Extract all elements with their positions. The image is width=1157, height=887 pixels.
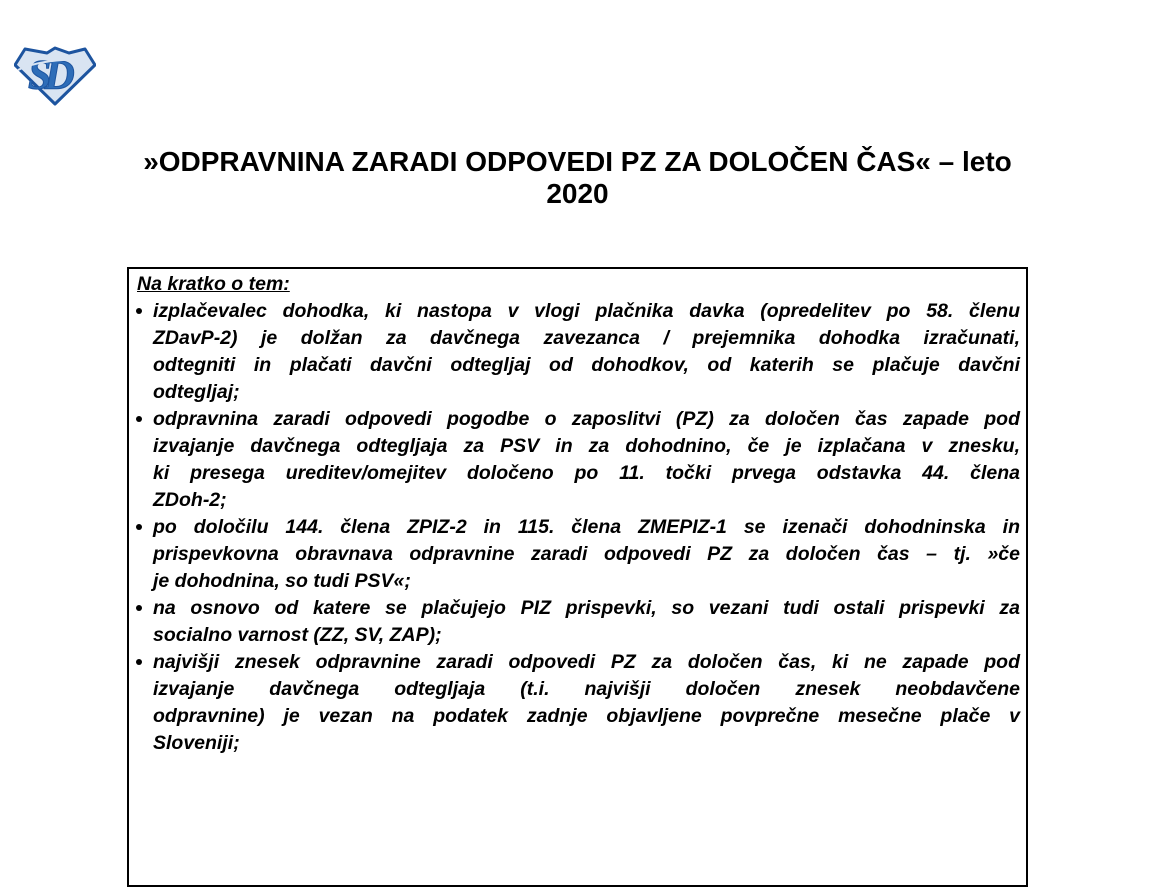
bullet-line: najvišji znesek odpravnine zaradi odpovedi PZ za določen čas, ki ne zapade pod [153,651,1020,673]
bullet-icon [136,605,142,611]
bullet-line: prispevkovna obravnava odpravnine zaradi odpovedi PZ za določen čas – tj. »če [153,543,1020,565]
bullet-item [136,298,1020,406]
bullet-line: odtegniti in plačati davčni odtegljaj od dohodkov, od katerih se plačuje davčni [153,354,1020,376]
bullet-line: po določilu 144. člena ZPIZ-2 in 115. člena ZMEPIZ-1 se izenači dohodninska in [153,516,1020,538]
bullet-list [136,298,1020,757]
document-title [127,146,1028,210]
bullet-text [153,298,1020,406]
bullet-line: izplačevalec dohodka, ki nastopa v vlogi plačnika davka (opredelitev po 58. členu [153,300,1020,322]
bullet-text [153,514,1020,595]
title-line-1: »ODPRAVNINA ZARADI ODPOVEDI PZ ZA DOLOČEN ČAS« – leto [143,146,1012,177]
summary-box [127,267,1028,887]
logo-letters: SD [28,53,68,99]
bullet-item [136,595,1020,649]
bullet-line: socialno varnost (ZZ, SV, ZAP); [153,624,442,646]
bullet-line: je dohodnina, so tudi PSV«; [153,570,411,592]
bullet-line: izvajanje davčnega odtegljaja (t.i. najvišji določen znesek neobdavčene [153,678,1020,700]
bullet-text [153,649,1020,757]
bullet-line: Sloveniji; [153,732,240,754]
title-line-2: 2020 [546,178,609,209]
bullet-icon [136,524,142,530]
bullet-line: izvajanje davčnega odtegljaja za PSV in za dohodnino, če je izplačana v znesku, [153,435,1020,457]
sd-logo [14,44,96,106]
bullet-line: ZDoh-2; [153,489,227,511]
bullet-line: odpravnine) je vezan na podatek zadnje objavljene povprečne mesečne plače v [153,705,1020,727]
box-heading: Na kratko o tem: [137,273,290,295]
bullet-text [153,406,1020,514]
bullet-line: ki presega ureditev/omejitev določeno po 11. točki prvega odstavka 44. člena [153,462,1020,484]
bullet-text [153,595,1020,649]
bullet-icon [136,659,142,665]
bullet-icon [136,416,142,422]
bullet-line: na osnovo od katere se plačujejo PIZ prispevki, so vezani tudi ostali prispevki za [153,597,1020,619]
bullet-item [136,406,1020,514]
bullet-line: odpravnina zaradi odpovedi pogodbe o zaposlitvi (PZ) za določen čas zapade pod [153,408,1020,430]
bullet-line: odtegljaj; [153,381,240,403]
bullet-line: ZDavP-2) je dolžan za davčnega zavezanca / prejemnika dohodka izračunati, [153,327,1020,349]
bullet-icon [136,308,142,314]
bullet-item [136,514,1020,595]
bullet-item [136,649,1020,757]
